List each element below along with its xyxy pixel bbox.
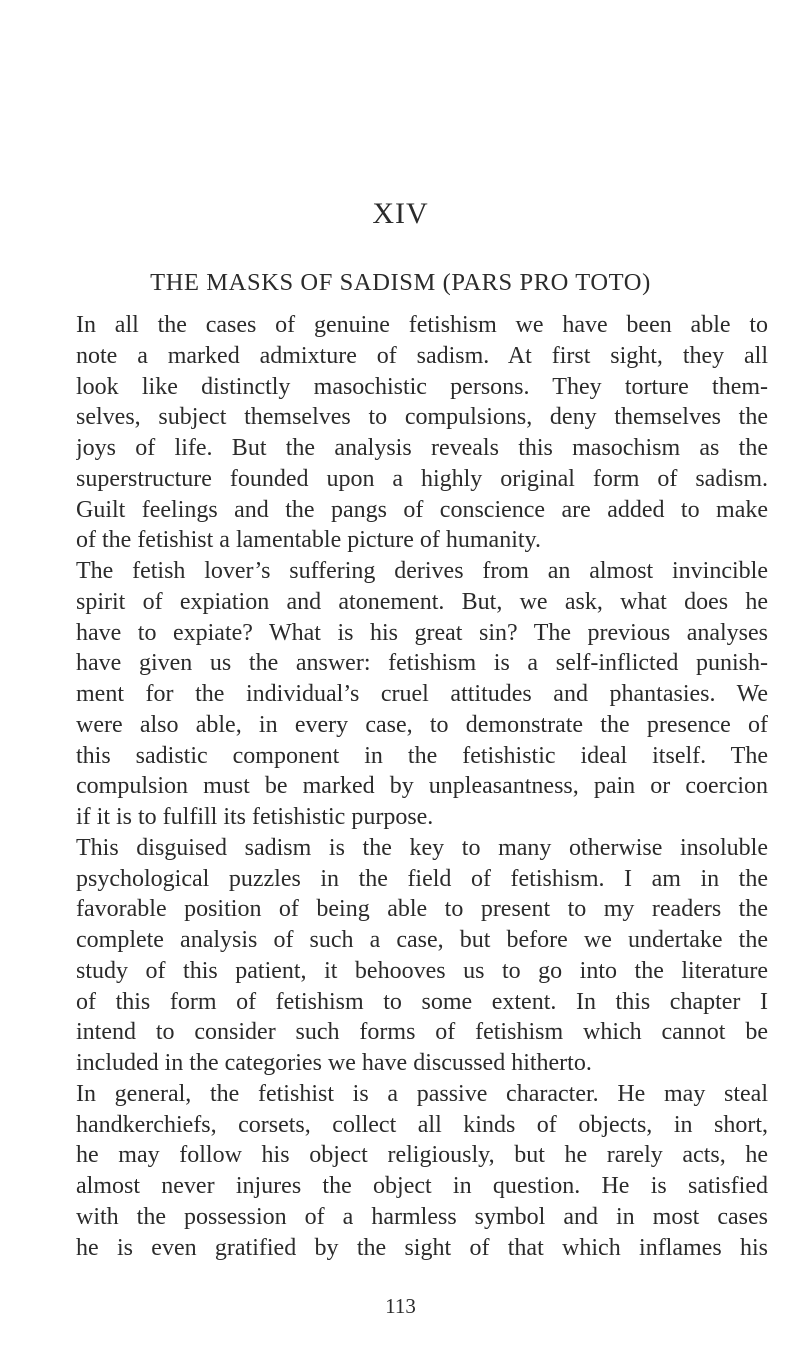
text-line: The fetish lover’s suffering derives from an almost invincible [76,558,768,584]
text-line: have given us the answer: fetishism is a self-inflicted punish- [76,650,768,677]
text-line: with the possession of a harmless symbol and in most cases [76,1203,768,1230]
text-line: handkerchiefs, corsets, collect all kinds of objects, in short, [76,1111,768,1138]
text-line: psychological puzzles in the field of fetishism. I am in the [76,865,768,892]
text-line: he is even gratified by the sight of that which inflames his [76,1234,768,1261]
text-line: joys of life. But the analysis reveals this masochism as the [76,435,768,461]
text-line: spirit of expiation and atonement. But, we ask, what does he [76,588,768,615]
body-text [76,310,768,1263]
text-line: selves, subject themselves to compulsions, deny themselves the [76,404,768,431]
text-line: this sadistic component in the fetishistic ideal itself. The [76,742,768,769]
text-line: almost never injures the object in question. He is satisfied [76,1173,768,1199]
page-number: 113 [385,1294,416,1318]
text-line: superstructure founded upon a highly original form of sadism. [76,465,768,492]
text-line: look like distinctly masochistic persons. They torture them- [76,373,768,400]
text-line: In all the cases of genuine fetishism we have been able to [76,312,768,338]
text-line: of this form of fetishism to some extent. In this chapter I [76,988,768,1015]
text-line: included in the categories we have discussed hitherto. [76,1050,592,1076]
text-line: compulsion must be marked by unpleasantness, pain or coercion [76,773,768,800]
chapter-title: THE MASKS OF SADISM (PARS PRO TOTO) [150,269,651,296]
text-line: study of this patient, it behooves us to go into the literature [76,957,768,984]
text-line: he may follow his object religiously, but he rarely acts, he [76,1142,768,1169]
text-line: This disguised sadism is the key to many otherwise insoluble [76,834,768,861]
text-line: complete analysis of such a case, but before we undertake the [76,927,768,953]
text-line: were also able, in every case, to demonstrate the presence of [76,711,768,738]
text-line: intend to consider such forms of fetishism which cannot be [76,1019,768,1046]
text-line: note a marked admixture of sadism. At first sight, they all [76,342,768,369]
text-line: ment for the individual’s cruel attitudes and phantasies. We [76,681,768,707]
chapter-number: XIV [372,197,429,230]
text-line: favorable position of being able to present to my readers the [76,896,768,923]
text-line: In general, the fetishist is a passive character. He may steal [76,1080,768,1107]
text-line: if it is to fulfill its fetishistic purpose. [76,804,434,830]
text-line: Guilt feelings and the pangs of conscience are added to make [76,496,768,523]
text-line: have to expiate? What is his great sin? The previous analyses [76,619,768,646]
text-line: of the fetishist a lamentable picture of humanity. [76,527,541,554]
